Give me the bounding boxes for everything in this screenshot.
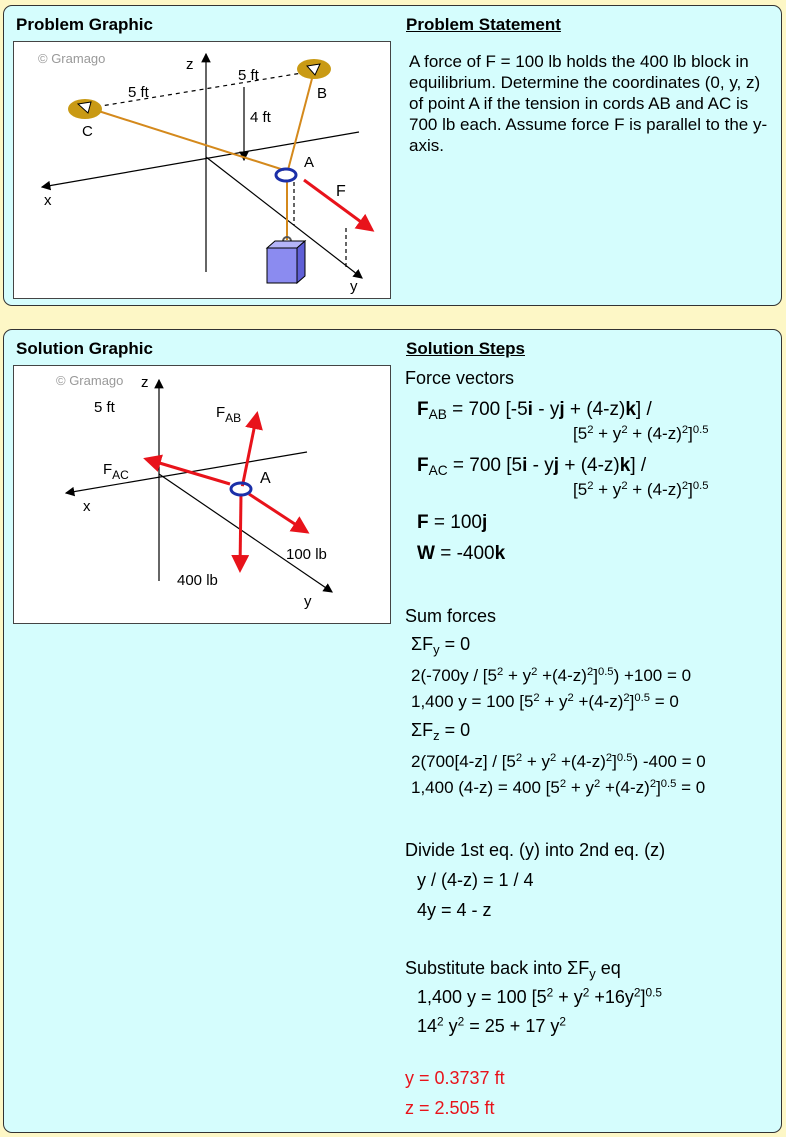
force-f-value-label: 100 lb	[286, 546, 327, 563]
force-f-label: F	[336, 183, 346, 200]
problem-panel	[3, 5, 782, 306]
fz-eq2: 1,400 (4-z) = 400 $[5^2 + y^2 +(4-z)^2]^{0.5} = 0$	[411, 777, 706, 797]
fac-eq-line1: $F_{AC} = 700$ [5i - yj + (4-z)k] /	[417, 455, 647, 479]
sol-x-label: x	[83, 498, 91, 515]
problem-figure	[13, 41, 391, 299]
fy-eq1: $2(-700y / [5^2 + y^2 +(4-z)^2]^{0.5}) +100 = 0$	[411, 665, 692, 685]
fac-eq-line2: $[5^2 + y^2 + (4-z)^2]^{0.5}$	[573, 479, 709, 499]
block	[267, 248, 297, 283]
sum-forces-heading: Sum forces	[405, 606, 497, 626]
result-y: y = 0.3737 ft	[405, 1068, 505, 1088]
w-vector: W = -400k	[417, 543, 506, 564]
solution-figure-svg	[14, 366, 390, 623]
fac-label: $F_{AC}$	[103, 461, 129, 482]
f-vector: F = 100j	[417, 512, 488, 533]
point-a-label: A	[304, 154, 315, 171]
sol-point-a-label: A	[260, 470, 271, 487]
problem-z-label: z	[186, 56, 194, 73]
dim-ab-x-label: 5 ft	[238, 67, 259, 84]
problem-x-label: x	[44, 192, 52, 209]
result-z: z = 2.505 ft	[405, 1098, 495, 1118]
fy-eq2: 1,400 y = 100 $[5^2 + y^2 +(4-z)^2]^{0.5} = 0$	[411, 691, 679, 711]
point-b-label: B	[317, 85, 328, 102]
sub-eq2: $14^2$ $y^2 = 25 + 17$ $y^2$	[417, 1014, 566, 1036]
problem-statement-text: A force of F = 100 lb holds the 400 lb block in equilibrium. Determine the coordinates (0, y, z) of point A if the tension in cords AB and AC is 700 lb each. Assume force F is parallel to the y-axis.	[409, 52, 768, 155]
force-f-arrow-sol	[249, 494, 307, 532]
dim-line-cb	[89, 71, 314, 108]
fab-eq-line1: $F_{AB} = 700$ [-5i - yj + (4-z)k] /	[417, 399, 652, 423]
weight-value-label: 400 lb	[177, 572, 218, 589]
weight-arrow	[240, 494, 241, 570]
solution-graphic-title: Solution Graphic	[16, 339, 153, 358]
sol-corner-dim: 5 ft	[94, 399, 115, 416]
point-c-label: C	[82, 123, 93, 140]
problem-copyright: © Gramago	[38, 51, 106, 66]
sum-fy: $\Sigma F_y = 0$	[411, 634, 471, 657]
divide-heading: Divide 1st eq. (y) into 2nd eq. (z)	[405, 840, 666, 860]
solution-steps-title: Solution Steps	[406, 339, 525, 358]
substitute-heading: Substitute back into $\Sigma F_y$ eq	[405, 958, 621, 981]
fab-label: $F_{AB}$	[216, 404, 242, 425]
fab-eq-line2: $[5^2 + y^2 + (4-z)^2]^{0.5}$	[573, 423, 709, 443]
fz-eq1: $2(700[4-z] / [5^2 + y^2 +(4-z)^2]^{0.5})$ -400 = 0	[411, 751, 706, 771]
dim-z-label: 4 ft	[250, 109, 271, 126]
sub-eq1: 1,400 y = 100 $[5^2 + y^2 +16y^2]^{0.5}$	[417, 985, 663, 1007]
solution-panel	[3, 329, 782, 1133]
linear-eq: 4y = 4 - z	[417, 900, 492, 920]
solution-copyright: © Gramago	[56, 373, 124, 388]
solution-figure	[13, 365, 391, 624]
problem-figure-svg	[14, 42, 390, 298]
sum-fz: $\Sigma F_z = 0$	[411, 720, 471, 743]
problem-statement-title: Problem Statement	[406, 15, 561, 34]
dim-ac-x-label: 5 ft	[128, 84, 149, 101]
ratio-eq: y / (4-z) = 1 / 4	[417, 870, 534, 890]
problem-y-label: y	[350, 278, 358, 295]
sol-y-label: y	[304, 593, 312, 610]
force-vectors-heading: Force vectors	[405, 368, 515, 388]
force-fab-arrow	[242, 414, 257, 488]
problem-graphic-title: Problem Graphic	[16, 15, 153, 34]
sol-z-label: z	[141, 374, 149, 391]
